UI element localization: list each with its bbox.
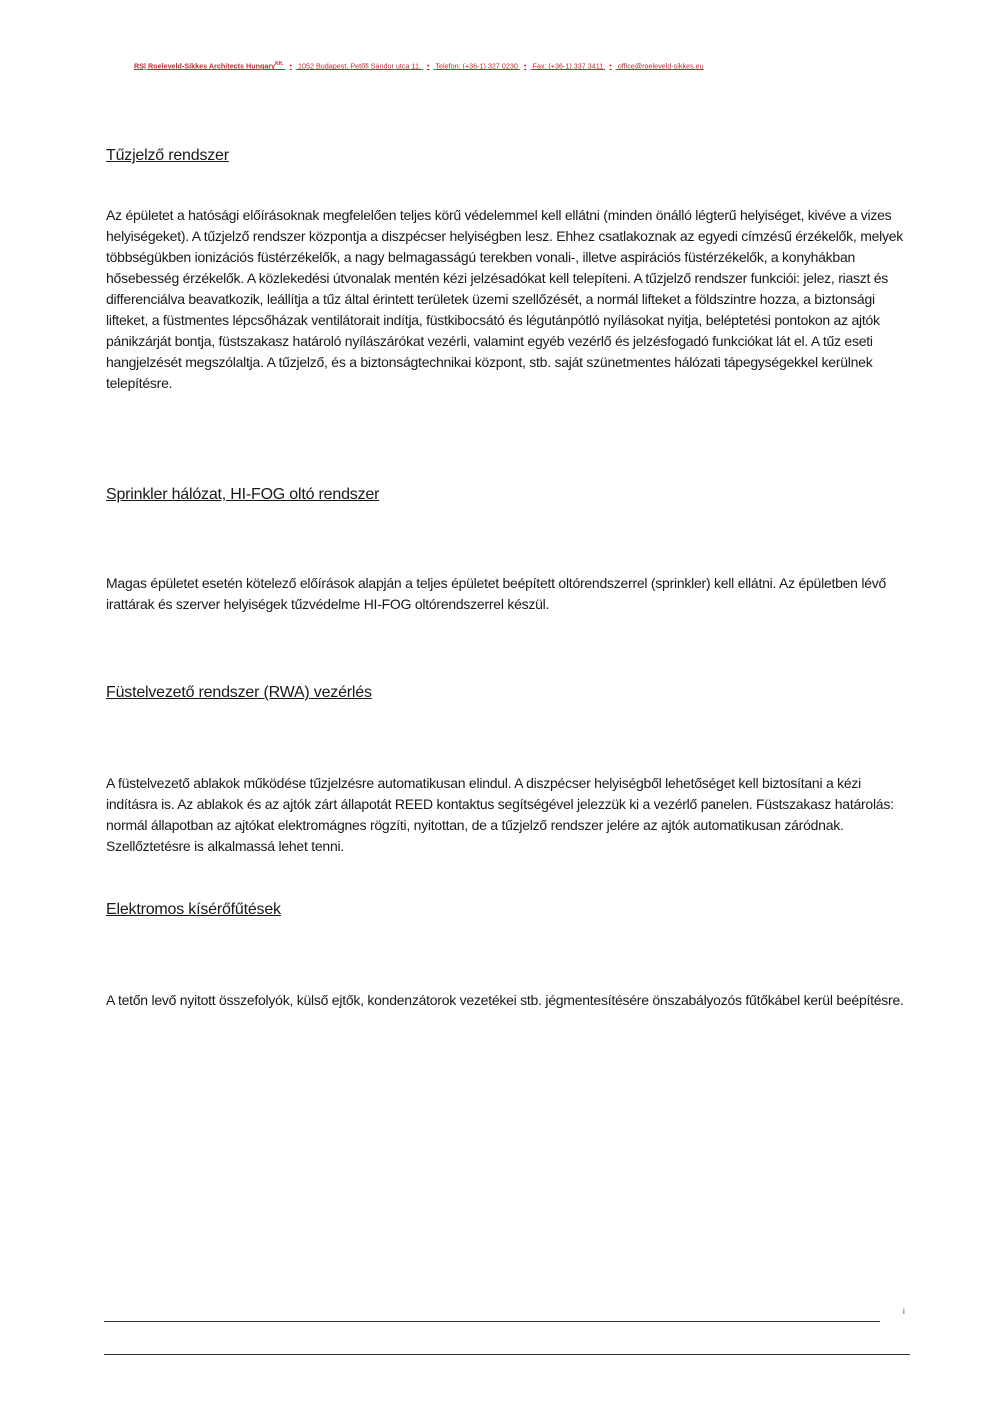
section-heading-heating-cables: Elektromos kísérőfűtések <box>106 901 281 918</box>
footer-rule-top <box>104 1321 880 1322</box>
letterhead <box>134 59 894 71</box>
section-heading-fire-alarm: Tűzjelző rendszer <box>106 147 229 164</box>
bullet-separator: • <box>609 61 612 71</box>
section-body-sprinkler: Magas épületet esetén kötelező előírások alapján a teljes épületet beépített oltórendszerrel (sprinkler) kell ellátni. Az épületben lévő irattárak és szerver helyiségek tűzvédelme HI-FOG oltórendszerrel készül. <box>106 575 887 612</box>
bullet-separator: • <box>289 61 293 71</box>
section-body-smoke-extraction: A füstelvezető ablakok működése tűzjelzésre automatikusan elindul. A diszpécser helyiségből lehetőséget kell biztosítani a kézi indításra is. Az ablakok és az ajtók zárt állapotát REED kontaktus segítségével jelezzük ki a vezérlő panelen. Füstszakasz határolás: normál állapotban az ajtókat elektromágnes rögzíti, nyitottan, de a tűzjelző rendszer jelére az ajtók automatikusan záródnak. Szellőztetésre is alkalmassá lehet tenni. <box>106 775 894 854</box>
footer-rule-bottom <box>104 1354 910 1355</box>
section-heading-smoke-extraction: Füstelvezető rendszer (RWA) vezérlés <box>106 684 372 701</box>
section-body-fire-alarm: Az épületet a hatósági előírásoknak megfelelően teljes körű védelemmel kell ellátni (minden önálló légterű helyiséget, kivéve a vizes helyiségeket). A tűzjelző rendszer központja a diszpécser helyiségben lesz. Ehhez csatlakoznak az egyedi címzésű érzékelők, melyek többségükben ionizációs füstérzékelők, a nagy belmagasságú terekben vonali-, illetve aspirációs füstérzékelők, a konyhákban hősebesség érzékelők. A közlekedési útvonalak mentén kézi jelzésadókat kell telepíteni. A tűzjelző rendszer funkciói: jelez, riaszt és differenciálva beavatkozik, leállítja a tűz által érintett területek üzemi szellőzését, a normál lifteket a földszintre hozza, a biztonsági lifteket, a füstmentes lépcsőházak ventilátorait indítja, füstkibocsátó és légutánpótló nyílásokat nyitja, beléptetési pontokon az ajtók pánikzárját bontja, füstszakasz határoló nyílászárókat vezérli, valamint egyéb vezérlő és jelzésfogadó funkciókat lát el. A tűz eseti hangjelzését megszólaltja. A tűzjelző, és a biztonságtechnikai központ, stb. saját szünetmentes hálózati tápegységekkel kerülnek telepítésre. <box>106 207 904 391</box>
bullet-separator: • <box>426 61 430 71</box>
section-heading-sprinkler: Sprinkler hálózat, HI-FOG oltó rendszer <box>106 486 380 503</box>
company-suffix: Kft. <box>275 61 284 67</box>
page-marker: i <box>903 1307 905 1316</box>
company-fax: Fax: (+36-1) 337 3411 <box>532 61 604 71</box>
company-name: RS| Roeleveld-Sikkes Architects Hungary <box>134 61 276 71</box>
bullet-separator: • <box>523 61 527 71</box>
company-address: 1052 Budapest, Petőfi Sándor utca 11. <box>298 61 421 71</box>
company-email-link[interactable]: office@roeleveld-sikkes.eu <box>617 61 704 71</box>
section-body-heating-cables: A tetőn levő nyitott összefolyók, külső ejtők, kondenzátorok vezetékei stb. jégmentesítésére önszabályozós fűtőkábel kerül beépítésre. <box>106 992 904 1008</box>
company-phone: Telefon: (+36-1) 327 0230 <box>435 61 518 71</box>
